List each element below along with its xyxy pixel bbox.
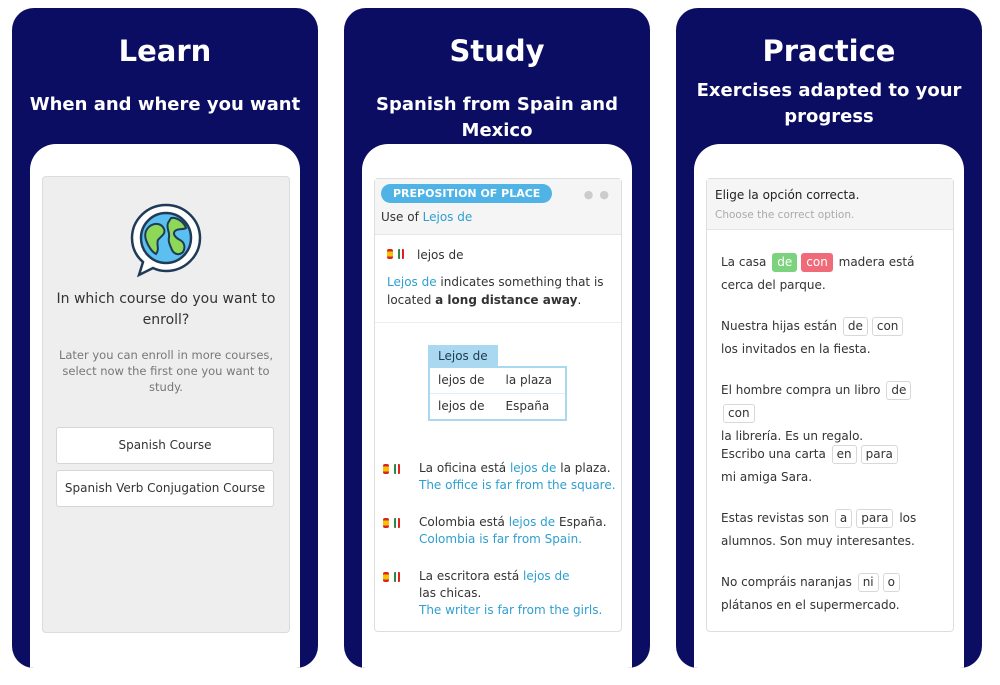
option-wrong[interactable]: con [801, 253, 833, 272]
exercise-instruction-en: Choose the correct option. [715, 209, 855, 221]
globe-chat-icon [128, 202, 204, 278]
option-button[interactable]: de [843, 317, 868, 336]
exercise-text: mi amiga Sara. [721, 470, 813, 484]
usage-table-tab: Lejos de [428, 345, 498, 367]
exercise-item [721, 571, 946, 617]
table-cell: la plaza [505, 373, 552, 387]
option-button[interactable]: con [872, 317, 904, 336]
exercise-instruction: Elige la opción correcta. [715, 188, 860, 202]
panel-learn [12, 8, 318, 668]
panel-subtitle: Exercises adapted to your progress [696, 80, 962, 127]
spain-mexico-flags-icon[interactable] [383, 463, 403, 475]
panel-title: Practice [762, 34, 896, 68]
exercise-text: Escribo una carta [721, 447, 826, 461]
phone-screen [30, 144, 300, 668]
exercise-item [721, 315, 946, 361]
panel-title: Learn [118, 34, 212, 68]
table-cell: España [505, 399, 550, 413]
panel-practice [676, 8, 982, 668]
exercise-text: Estas revistas son [721, 511, 830, 525]
example-pre: La escritora está [419, 569, 524, 583]
example-translation: Colombia is far from Spain. [419, 532, 583, 546]
enroll-question: In which course do you want to enroll? [56, 291, 276, 328]
exercise-text: alumnos. Son muy interesantes. [721, 534, 915, 548]
panel-study [344, 8, 650, 668]
exercise-item [721, 251, 946, 297]
spain-mexico-flags-icon[interactable] [383, 517, 403, 529]
spain-mexico-flags-icon[interactable] [387, 248, 407, 260]
table-cell: lejos de [438, 399, 485, 413]
option-button[interactable]: ni [858, 573, 879, 592]
exercise-text: los [899, 511, 917, 525]
enroll-hint: Later you can enroll in more courses, select now the first one you want to study. [58, 348, 274, 394]
exercise-text: Nuestra hijas están [721, 319, 838, 333]
exercise-item [721, 379, 946, 448]
definition-term: Lejos de [387, 275, 437, 289]
definition-text: indicates something that is located [387, 275, 604, 307]
panel-subtitle: Spanish from Spain and Mexico [376, 94, 618, 141]
exercise-text: El hombre compra un libro [721, 383, 881, 397]
definition-bold: a long distance away [435, 293, 578, 307]
table-row [430, 393, 565, 419]
exercise-header [707, 179, 953, 230]
example-sentence [383, 460, 619, 494]
definition [387, 273, 612, 309]
panel-title: Study [449, 34, 545, 68]
exercise-text: La casa [721, 255, 767, 269]
option-button[interactable]: a [835, 509, 852, 528]
exercise-text: plátanos en el supermercado. [721, 598, 900, 612]
example-term: lejos de [508, 515, 556, 529]
option-button[interactable]: o [883, 573, 900, 592]
spanish-course-button[interactable]: Spanish Course [56, 427, 274, 464]
table-cell: lejos de [438, 373, 485, 387]
lesson-card [374, 178, 622, 632]
example-text [419, 568, 619, 619]
use-of-prefix: Use of [381, 210, 419, 224]
divider [375, 322, 621, 323]
phone-screen [694, 144, 964, 668]
option-button[interactable]: para [856, 509, 893, 528]
exercise-text: los invitados en la fiesta. [721, 342, 871, 356]
option-button[interactable]: en [832, 445, 857, 464]
example-post: España. [555, 515, 607, 529]
option-button[interactable]: con [723, 404, 755, 423]
example-term: lejos de [523, 569, 570, 583]
spain-mexico-flags-icon[interactable] [383, 571, 403, 583]
example-translation: The office is far from the square. [419, 478, 616, 492]
exercise-item [721, 443, 946, 489]
use-of-term: Lejos de [422, 210, 473, 224]
lesson-header [375, 179, 621, 235]
option-button[interactable]: para [861, 445, 898, 464]
panel-subtitle: When and where you want [29, 94, 301, 115]
verb-conjugation-course-button[interactable]: Spanish Verb Conjugation Course [56, 470, 274, 507]
example-sentence [383, 568, 619, 619]
usage-table-body [428, 366, 567, 421]
phone-screen [362, 144, 632, 668]
lesson-subtitle [381, 210, 472, 224]
topic-badge: PREPOSITION OF PLACE [381, 184, 552, 203]
example-post: la plaza. [556, 461, 611, 475]
example-term: lejos de [509, 461, 557, 475]
option-correct[interactable]: de [772, 253, 797, 272]
exercise-item [721, 507, 946, 553]
option-button[interactable]: de [886, 381, 911, 400]
exercise-text: No compráis naranjas [721, 575, 852, 589]
usage-table [428, 345, 567, 421]
example-text [419, 460, 619, 494]
exercise-text: la librería. Es un regalo. [721, 429, 864, 443]
word: lejos de [417, 248, 464, 262]
example-pre: Colombia está [419, 515, 509, 529]
table-row [430, 368, 565, 393]
definition-end: . [577, 293, 582, 307]
word-line [387, 248, 463, 262]
exercise-text: madera está [838, 255, 915, 269]
example-sentence [383, 514, 619, 548]
exercise-text: cerca del parque. [721, 278, 826, 292]
example-post: las chicas. [419, 586, 482, 600]
options-dots-icon[interactable]: ●● [583, 188, 615, 201]
example-translation: The writer is far from the girls. [419, 603, 603, 617]
enroll-card [42, 176, 290, 633]
example-text [419, 514, 619, 548]
exercise-card [706, 178, 954, 632]
example-pre: La oficina está [419, 461, 510, 475]
